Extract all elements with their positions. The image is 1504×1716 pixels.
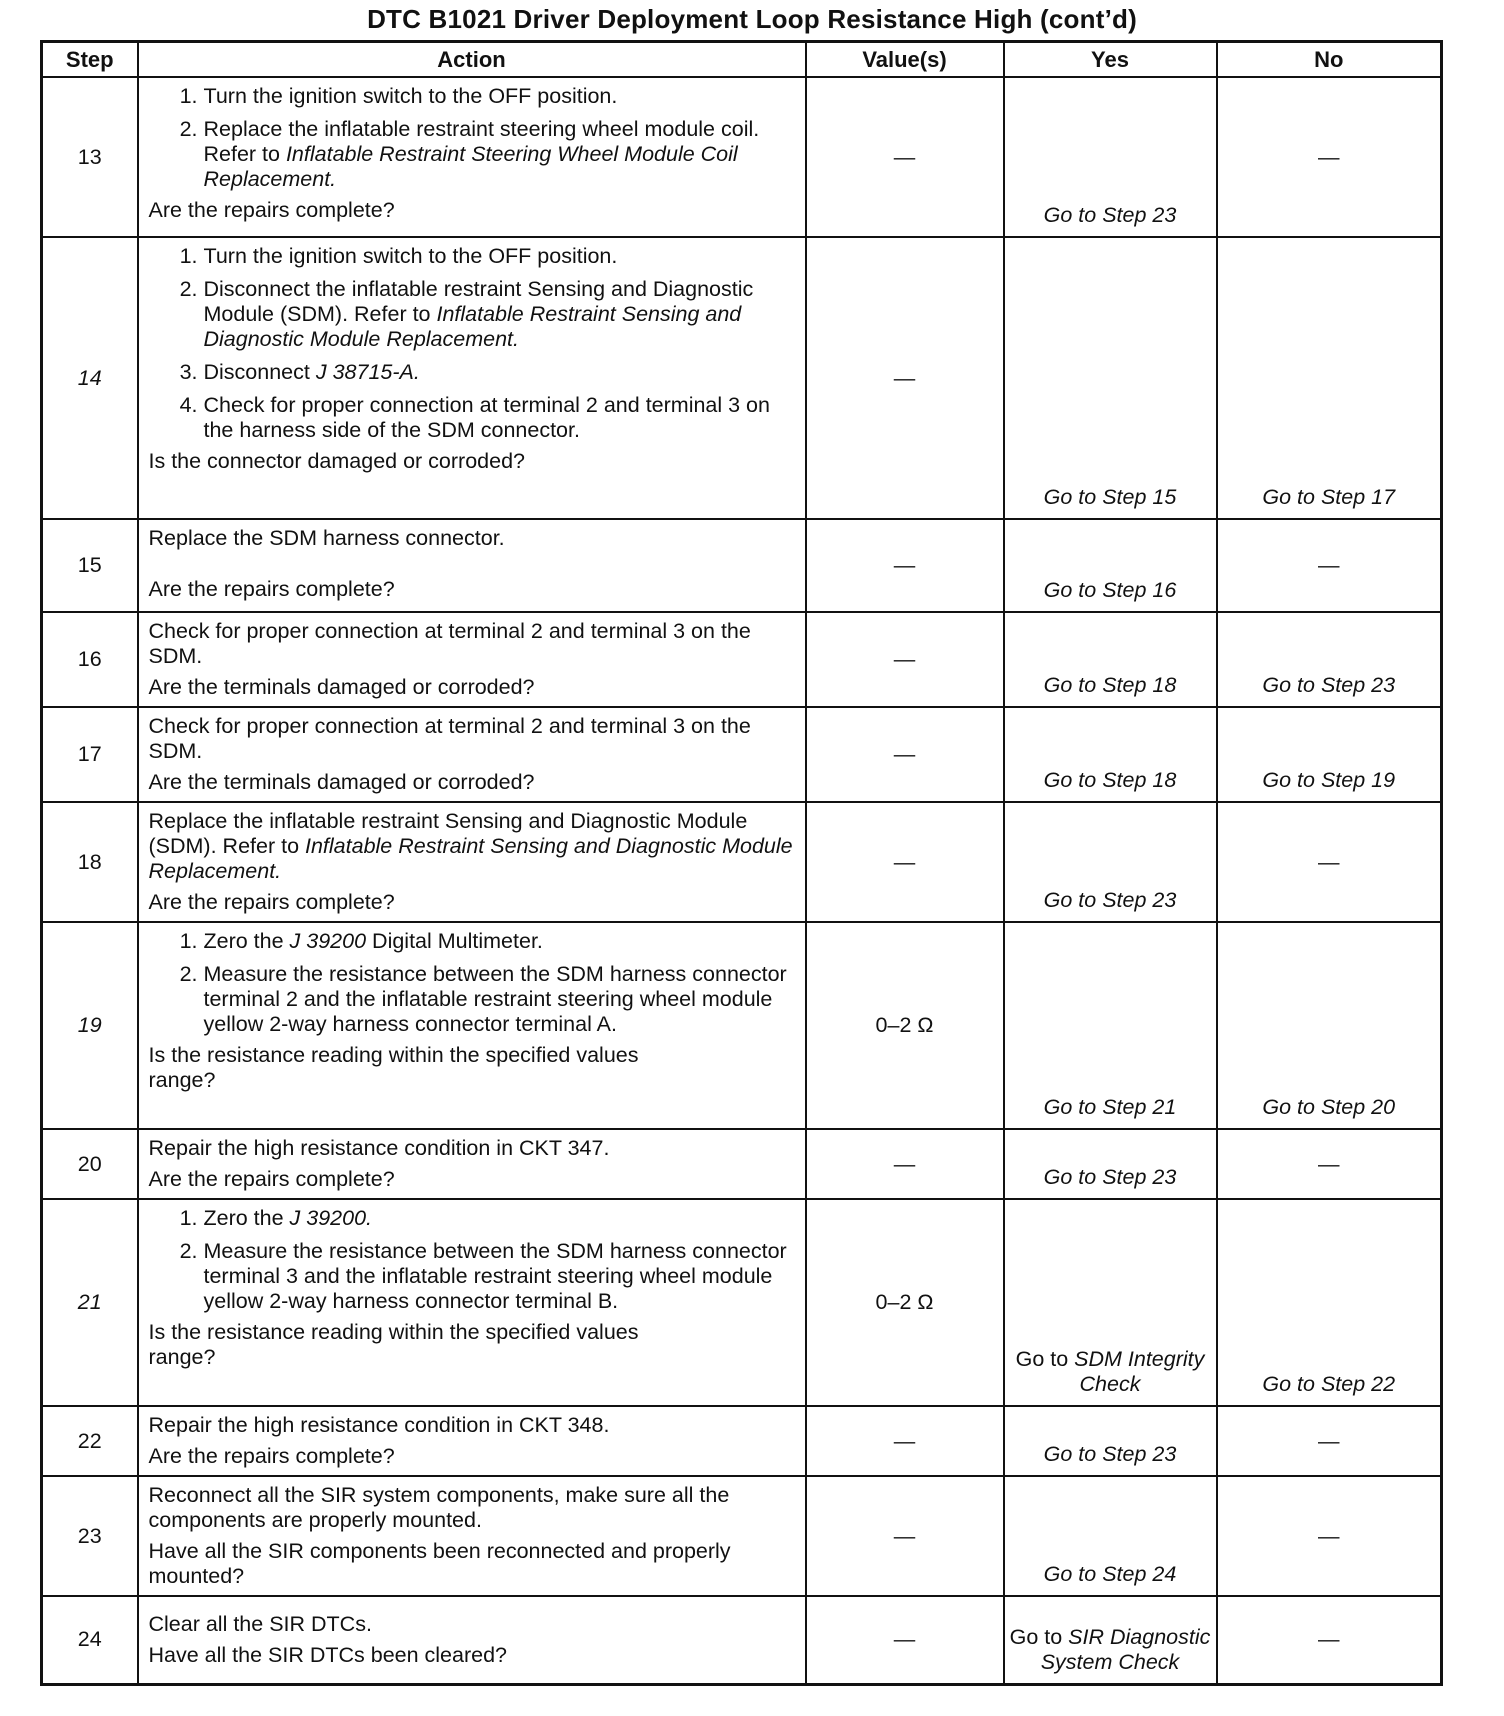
action-step: 2. Measure the resistance between the SDM harness connector terminal 2 and the inflatable restraint steering wheel module yellow 2-way harness connector terminal A.: [204, 962, 797, 1037]
header-yes: Yes: [1004, 42, 1217, 78]
action-step: [204, 1206, 797, 1231]
table-row-step-14: [42, 237, 1442, 519]
reference-link: Inflatable Restraint Sensing and Diagnostic Module Replacement.: [148, 834, 793, 883]
no-result: —: [1217, 519, 1442, 612]
action-cell: [138, 1596, 806, 1684]
header-no: No: [1217, 42, 1442, 78]
action-text: Disconnect the inflatable restraint Sensing and Diagnostic Module (SDM). Refer to: [203, 277, 754, 326]
action-question: Is the connector damaged or corroded?: [148, 449, 525, 473]
yes-result: [1004, 1596, 1217, 1684]
action-steps: [149, 84, 797, 192]
action-question: Have all the SIR components been reconnected and properly mounted?: [148, 1539, 731, 1588]
action-step: [204, 117, 797, 192]
no-result: —: [1217, 1406, 1442, 1476]
reference-link: Inflatable Restraint Steering Wheel Module Coil Replacement.: [203, 142, 738, 191]
action-text: Zero the: [203, 1206, 290, 1230]
no-result: Go to Step 23: [1217, 612, 1442, 707]
no-result: Go to Step 17: [1217, 237, 1442, 519]
action-question: Are the repairs complete?: [148, 577, 395, 601]
value-cell: —: [806, 802, 1004, 922]
page-title: DTC B1021 Driver Deployment Loop Resistance High (cont’d): [367, 4, 1137, 34]
table-row-step-23: [42, 1476, 1442, 1596]
no-result: Go to Step 20: [1217, 922, 1442, 1129]
table-row-step-24: [42, 1596, 1442, 1684]
table-row-step-16: [42, 612, 1442, 707]
step-number: 22: [42, 1406, 138, 1476]
table-row-step-18: [42, 802, 1442, 922]
value-cell: 0–2 Ω: [806, 1199, 1004, 1406]
action-cell: [138, 707, 806, 802]
action-cell: [138, 1129, 806, 1199]
step-number: 18: [42, 802, 138, 922]
yes-result: Go to Step 15: [1004, 237, 1217, 519]
no-result: —: [1217, 802, 1442, 922]
no-result: Go to Step 19: [1217, 707, 1442, 802]
action-question: Are the repairs complete?: [148, 1444, 395, 1468]
no-result: Go to Step 22: [1217, 1199, 1442, 1406]
table-row-step-17: [42, 707, 1442, 802]
step-number: 24: [42, 1596, 138, 1684]
yes-result: Go to Step 21: [1004, 922, 1217, 1129]
step-number: 17: [42, 707, 138, 802]
tool-reference: J 39200.: [289, 1206, 373, 1230]
action-question: Is the resistance reading within the specified values range?: [148, 1320, 639, 1369]
action-cell: [138, 922, 806, 1129]
value-cell: —: [806, 1596, 1004, 1684]
yes-result-reference: SDM Integrity Check: [1074, 1347, 1205, 1396]
step-number: 23: [42, 1476, 138, 1596]
action-cell: [138, 1199, 806, 1406]
value-cell: —: [806, 77, 1004, 237]
step-number: 16: [42, 612, 138, 707]
table-row-step-22: [42, 1406, 1442, 1476]
tool-reference: J 38715-A.: [315, 360, 420, 384]
no-result: —: [1217, 77, 1442, 237]
action-cell: [138, 1406, 806, 1476]
table-row-step-19: [42, 922, 1442, 1129]
table-row-step-13: [42, 77, 1442, 237]
action-question: Are the repairs complete?: [148, 198, 395, 222]
action-text: Replace the inflatable restraint steering wheel module coil. Refer to: [203, 117, 760, 166]
action-text: Clear all the SIR DTCs.: [148, 1611, 372, 1636]
header-values: Value(s): [806, 42, 1004, 78]
action-step: 1. Turn the ignition switch to the OFF position.: [204, 84, 797, 109]
action-cell: [138, 237, 806, 519]
yes-result-reference: SIR Diagnostic System Check: [1040, 1624, 1211, 1674]
header-action: Action: [138, 42, 806, 78]
value-cell: —: [806, 612, 1004, 707]
no-result: —: [1217, 1596, 1442, 1684]
value-cell: —: [806, 1406, 1004, 1476]
action-question: Are the repairs complete?: [148, 890, 395, 914]
step-number: 20: [42, 1129, 138, 1199]
yes-result: Go to Step 23: [1004, 1406, 1217, 1476]
no-result: —: [1217, 1476, 1442, 1596]
action-question: Are the repairs complete?: [148, 1167, 395, 1191]
yes-result: Go to Step 16: [1004, 519, 1217, 612]
spacer: [149, 551, 797, 577]
yes-result: Go to Step 23: [1004, 1129, 1217, 1199]
tool-reference: J 39200: [289, 929, 367, 953]
no-result: —: [1217, 1129, 1442, 1199]
yes-result: Go to Step 24: [1004, 1476, 1217, 1596]
action-question: Have all the SIR DTCs been cleared?: [148, 1642, 508, 1667]
table-row-step-20: [42, 1129, 1442, 1199]
action-question: Is the resistance reading within the specified values range?: [148, 1043, 639, 1092]
value-cell: 0–2 Ω: [806, 922, 1004, 1129]
action-cell: [138, 519, 806, 612]
action-cell: [138, 802, 806, 922]
reference-link: Inflatable Restraint Sensing and Diagnostic Module Replacement.: [203, 302, 742, 351]
action-step: 4. Check for proper connection at terminal 2 and terminal 3 on the harness side of the SDM connector.: [204, 393, 797, 443]
step-number: 13: [42, 77, 138, 237]
step-number: 19: [42, 922, 138, 1129]
yes-result-prefix: Go to: [1009, 1624, 1069, 1649]
action-step: 1. Turn the ignition switch to the OFF position.: [204, 244, 797, 269]
action-step: 2. Measure the resistance between the SDM harness connector terminal 3 and the inflatable restraint steering wheel module yellow 2-way harness connector terminal B.: [204, 1239, 797, 1314]
value-cell: —: [806, 519, 1004, 612]
yes-result: [1004, 1199, 1217, 1406]
action-step: [204, 360, 797, 385]
action-text: Zero the: [203, 929, 290, 953]
yes-result: Go to Step 18: [1004, 707, 1217, 802]
action-step: [204, 929, 797, 954]
action-text: Digital Multimeter.: [366, 929, 543, 953]
action-text: Check for proper connection at terminal 2 and terminal 3 on the SDM.: [148, 619, 751, 668]
dtc-diagnostic-table: [40, 40, 1443, 1686]
action-text: Repair the high resistance condition in CKT 348.: [148, 1413, 610, 1437]
step-number: 15: [42, 519, 138, 612]
action-steps: [149, 244, 797, 443]
action-steps: [149, 1206, 797, 1314]
action-text: Check for proper connection at terminal 2 and terminal 3 on the SDM.: [148, 714, 751, 763]
action-text: Replace the SDM harness connector.: [148, 526, 505, 550]
action-cell: [138, 1476, 806, 1596]
action-steps: [149, 929, 797, 1037]
yes-result: Go to Step 23: [1004, 77, 1217, 237]
table-row-step-21: [42, 1199, 1442, 1406]
table-row-step-15: [42, 519, 1442, 612]
step-number: 14: [42, 237, 138, 519]
action-question: Are the terminals damaged or corroded?: [148, 770, 535, 794]
value-cell: —: [806, 1476, 1004, 1596]
action-cell: [138, 77, 806, 237]
action-text: Replace the inflatable restraint Sensing and Diagnostic Module (SDM). Refer to: [148, 809, 748, 858]
yes-result-prefix: Go to: [1015, 1347, 1075, 1371]
value-cell: —: [806, 1129, 1004, 1199]
header-step: Step: [42, 42, 138, 78]
action-step: [204, 277, 797, 352]
yes-result: Go to Step 23: [1004, 802, 1217, 922]
action-cell: [138, 612, 806, 707]
action-text-block: [149, 809, 797, 884]
action-text: Reconnect all the SIR system components, make sure all the components are properly mounted.: [148, 1483, 730, 1532]
table-header-row: [42, 42, 1442, 78]
action-question: Are the terminals damaged or corroded?: [148, 675, 535, 699]
yes-result: Go to Step 18: [1004, 612, 1217, 707]
value-cell: —: [806, 237, 1004, 519]
value-cell: —: [806, 707, 1004, 802]
step-number: 21: [42, 1199, 138, 1406]
action-text: Disconnect: [203, 360, 316, 384]
action-text: Repair the high resistance condition in CKT 347.: [148, 1136, 610, 1160]
